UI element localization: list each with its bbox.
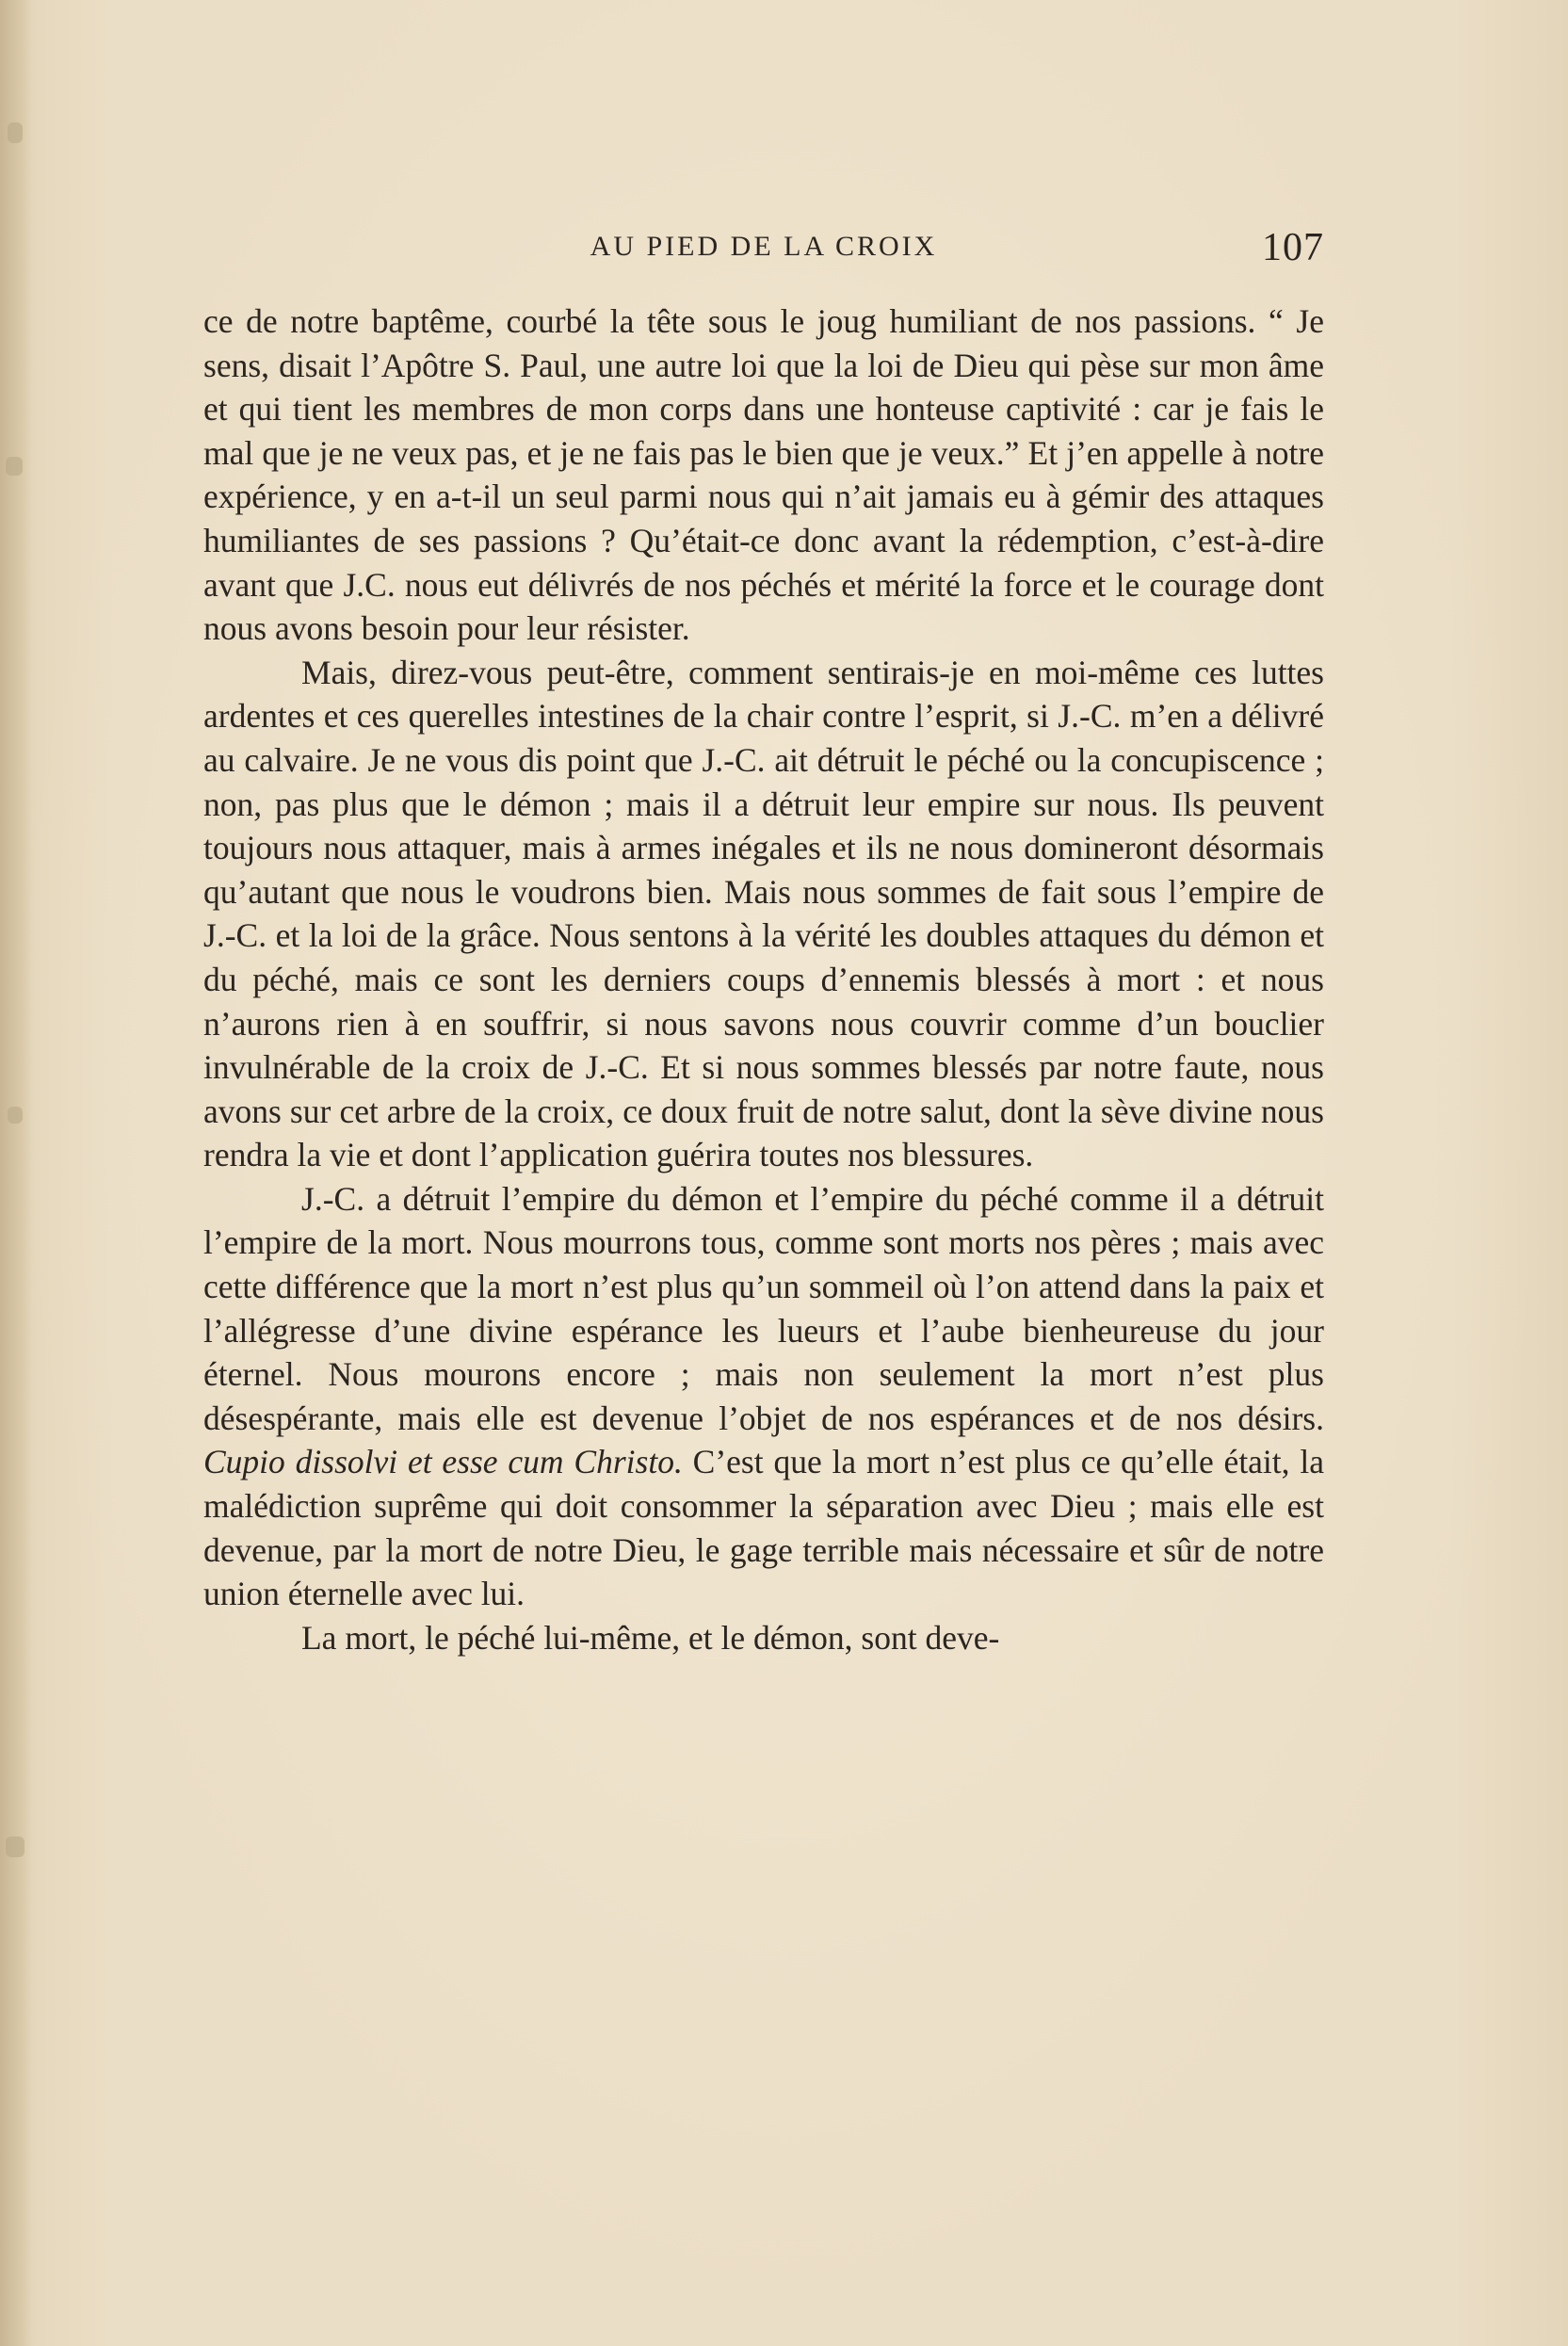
latin-quotation: Cupio dissolvi et esse cum Christo. (203, 1443, 683, 1481)
paragraph-3 (203, 1177, 1324, 1616)
paragraph-2: Mais, direz-vous peut-être, comment sentirais-je en moi-même ces luttes ardentes et ces querelles intestines de la chair contre l’esprit, si J.-C. m’en a délivré au calvaire. Je ne vous dis point que J.-C. ait détruit le péché ou la concupiscence ; non, pas plus que le démon ; mais il a détruit leur empire sur nous. Ils peuvent toujours nous attaquer, mais à armes inégales et ils ne nous domineront désormais qu’autant que nous le voudrons bien. Mais nous sommes de fait sous l’empire de J.-C. et la loi de la grâce. Nous sentons à la vérité les doubles attaques du démon et du péché, mais ce sont les derniers coups d’ennemis blessés à mort : et nous n’aurons rien à en souffrir, si nous savons nous couvrir comme d’un bouclier invulnérable de la croix de J.-C. Et si nous sommes blessés par notre faute, nous avons sur cet arbre de la croix, ce doux fruit de notre salut, dont la sève divine nous rendra la vie et dont l’application guérira toutes nos blessures. (203, 653, 1324, 1174)
binding-gutter (0, 0, 32, 2346)
binding-mark (6, 457, 23, 476)
paragraph-1: ce de notre baptême, courbé la tête sous le joug humiliant de nos passions. “ Je sens, disait l’Apôtre S. Paul, une autre loi que la loi de Dieu qui pèse sur mon âme et qui tient les membres de mon corps dans une honteuse captivité : car je fais le mal que je ne veux pas, et je ne fais pas le bien que je veux.” Et j’en appelle à notre expérience, y en a-t-il un seul parmi nous qui n’ait jamais eu à gémir des attaques humiliantes de ses passions ? Qu’était-ce donc avant la rédemption, c’est-à-dire avant que J.C. nous eut délivrés de nos péchés et mérité la force et le courage dont nous avons besoin pour leur résister. (203, 302, 1324, 648)
binding-mark (6, 1836, 24, 1857)
paragraph-3-text-end: C’est que la mort n’est plus ce qu’elle était, la malédiction suprême qui doit consommer la séparation avec Dieu ; mais elle est devenue, par la mort de notre Dieu, le gage terrible mais nécessaire et sûr de notre union éternelle avec lui. (203, 1443, 1325, 1613)
binding-mark (8, 1107, 23, 1124)
page-number: 107 (1262, 226, 1324, 269)
running-head (203, 226, 1324, 274)
running-title: AU PIED DE LA CROIX (590, 231, 938, 262)
binding-mark (8, 122, 23, 143)
body-text (203, 299, 1324, 1659)
paragraph-4: La mort, le péché lui-même, et le démon, sont deve- (301, 1618, 1000, 1657)
paragraph-3-text-start: J.-C. a détruit l’empire du démon et l’empire du péché comme il a détruit l’empire de la mort. Nous mourrons tous, comme sont morts nos pères ; mais avec cette différence que la mort n’est plus qu’un sommeil où l’on attend dans la paix et l’allégresse d’une divine espérance les lueurs et l’aube bienheureuse du jour éternel. Nous mourons encore ; mais non seulement la mort n’est plus désespérante, mais elle est devenue l’objet de nos espérances et de nos désirs. (203, 1179, 1324, 1437)
